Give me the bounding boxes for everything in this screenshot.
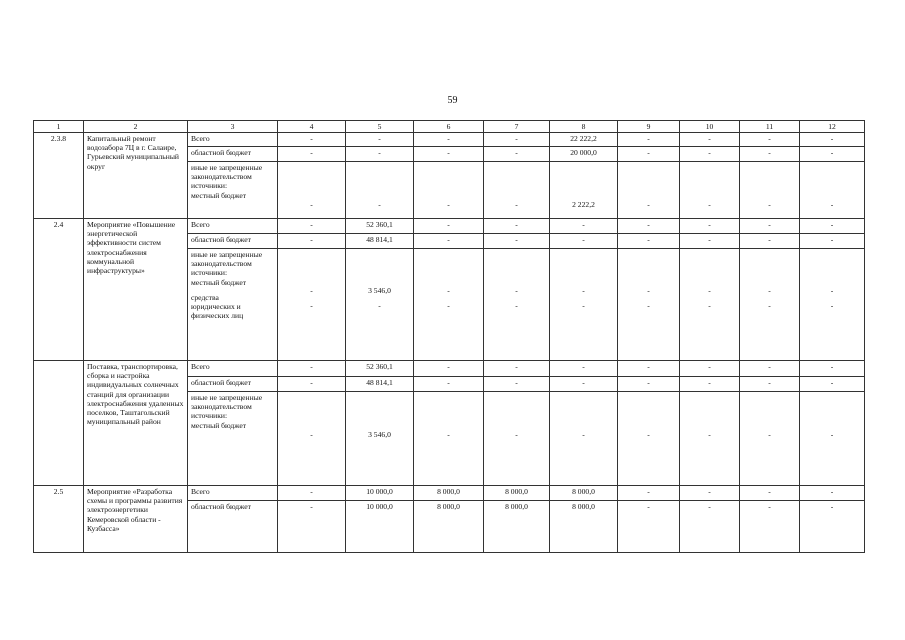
col-header: 8 [550, 121, 618, 133]
value-cell: - [740, 361, 800, 377]
value-cell [618, 392, 680, 486]
value-cell: - [484, 377, 550, 392]
table-row [34, 361, 865, 377]
value-cell: - [680, 361, 740, 377]
value-cell: - [680, 486, 740, 501]
value-cell: - [800, 219, 865, 234]
value-cell: 20 000,0 [550, 147, 618, 162]
value-local-budget: - [647, 286, 650, 295]
value-cell: - [618, 133, 680, 147]
value-legal-entities: - [515, 301, 518, 311]
funding-source [188, 162, 278, 219]
item-code: 2.3.8 [34, 133, 84, 219]
item-title: Поставка, транспортировка, сборка и настройка индивидуальных солнечных станций для организации электроснабжения удаленных поселков, Таштагольский муниципальный район [84, 361, 188, 486]
funding-source: областной бюджет [188, 501, 278, 553]
value-cell: - [680, 377, 740, 392]
item-code: 2.5 [34, 486, 84, 553]
funding-source-line: местный бюджет [191, 190, 247, 200]
header-row [34, 121, 865, 133]
value-local-budget: - [768, 430, 771, 439]
value-cell: - [740, 234, 800, 249]
value-local-budget: - [310, 286, 313, 295]
value-cell: 22 222,2 [550, 133, 618, 147]
value-cell: - [414, 234, 484, 249]
value-cell [800, 162, 865, 219]
value-cell: - [414, 219, 484, 234]
value-local-budget: - [708, 430, 711, 439]
value-cell: - [414, 147, 484, 162]
value-cell: - [618, 361, 680, 377]
value-local-budget: - [515, 200, 518, 209]
value-local-budget: - [647, 200, 650, 209]
value-local-budget: - [582, 286, 585, 295]
value-local-budget: - [708, 286, 711, 295]
value-cell: - [346, 147, 414, 162]
value-cell: - [740, 147, 800, 162]
value-cell: - [800, 147, 865, 162]
value-local-budget: - [830, 200, 834, 209]
value-cell: 8 000,0 [550, 501, 618, 553]
value-cell [740, 392, 800, 486]
value-local-budget: - [647, 430, 650, 439]
funding-source: областной бюджет [188, 234, 278, 249]
funding-source-line: иные не запрещенные законодательством источники: [191, 250, 263, 278]
value-cell: 48 814,1 [346, 377, 414, 392]
value-local-budget: 2 222,2 [572, 200, 595, 209]
item-title: Мероприятие «Повышение энергетической эффективности систем электроснабжения коммунальной инфраструктуры» [84, 219, 188, 361]
col-header: 2 [84, 121, 188, 133]
value-cell: 8 000,0 [484, 501, 550, 553]
value-local-budget: - [447, 430, 450, 439]
table-row [34, 219, 865, 234]
value-cell: 8 000,0 [484, 486, 550, 501]
col-header: 9 [618, 121, 680, 133]
value-cell: - [800, 133, 865, 147]
table-row [34, 133, 865, 147]
value-cell: - [800, 377, 865, 392]
value-cell: - [414, 361, 484, 377]
value-cell: - [278, 219, 346, 234]
item-title: Капитальный ремонт водозабора 7Ц в г. Салаире, Гурьевский муниципальный округ [84, 133, 188, 219]
funding-source: Всего [188, 361, 278, 377]
value-cell [484, 162, 550, 219]
value-cell: - [618, 147, 680, 162]
funding-source: Всего [188, 133, 278, 147]
value-local-budget: - [515, 286, 518, 295]
value-cell: - [550, 219, 618, 234]
value-cell: - [550, 377, 618, 392]
value-cell: - [618, 234, 680, 249]
value-cell: - [618, 219, 680, 234]
value-cell: - [550, 234, 618, 249]
value-cell: - [278, 361, 346, 377]
value-cell: - [278, 501, 346, 553]
value-cell: 52 360,1 [346, 361, 414, 377]
funding-source: областной бюджет [188, 147, 278, 162]
col-header: 3 [188, 121, 278, 133]
item-code: 2.4 [34, 219, 84, 361]
funding-source: Всего [188, 486, 278, 501]
value-cell: - [680, 501, 740, 553]
value-local-budget: - [768, 200, 771, 209]
funding-source-line: местный бюджет [191, 420, 247, 430]
col-header: 12 [800, 121, 865, 133]
value-cell [550, 249, 618, 361]
value-cell: - [680, 147, 740, 162]
funding-source: Всего [188, 219, 278, 234]
value-cell [484, 249, 550, 361]
value-cell: - [740, 377, 800, 392]
value-cell: 8 000,0 [414, 501, 484, 553]
value-cell [680, 249, 740, 361]
value-cell: 8 000,0 [550, 486, 618, 501]
value-cell: - [740, 219, 800, 234]
table-row [34, 486, 865, 501]
value-legal-entities: - [447, 301, 450, 311]
value-cell: - [484, 147, 550, 162]
value-cell: 48 814,1 [346, 234, 414, 249]
value-cell: - [484, 133, 550, 147]
value-cell [414, 162, 484, 219]
funding-source-line: иные не запрещенные законодательством источники: [191, 163, 263, 191]
col-header: 4 [278, 121, 346, 133]
funding-source [188, 249, 278, 361]
value-cell [346, 249, 414, 361]
funding-source [188, 392, 278, 486]
value-cell: - [680, 234, 740, 249]
col-header: 5 [346, 121, 414, 133]
value-cell [680, 392, 740, 486]
value-cell: - [800, 234, 865, 249]
value-cell [740, 162, 800, 219]
value-cell [414, 249, 484, 361]
value-cell: - [680, 133, 740, 147]
value-cell: - [414, 377, 484, 392]
item-title: Мероприятие «Разработка схемы и программы развития электроэнергетики Кемеровской области - Кузбасса» [84, 486, 188, 553]
value-cell [618, 249, 680, 361]
value-local-budget: - [768, 286, 771, 295]
value-cell: - [278, 147, 346, 162]
value-local-budget: 3 546,0 [368, 430, 391, 439]
budget-table [33, 120, 865, 553]
value-local-budget: - [515, 430, 518, 439]
value-legal-entities: - [708, 301, 711, 311]
value-cell [278, 249, 346, 361]
value-cell: - [800, 361, 865, 377]
value-cell [740, 249, 800, 361]
value-cell [414, 392, 484, 486]
value-cell [278, 392, 346, 486]
value-local-budget: - [310, 200, 313, 209]
value-cell [618, 162, 680, 219]
value-cell: 8 000,0 [414, 486, 484, 501]
value-cell: - [618, 501, 680, 553]
value-cell [346, 392, 414, 486]
value-cell [800, 392, 865, 486]
value-local-budget: - [447, 200, 450, 209]
value-cell: 10 000,0 [346, 486, 414, 501]
value-cell [346, 162, 414, 219]
funding-source-line: средства юридических и физических лиц [191, 292, 244, 321]
value-local-budget: - [378, 200, 381, 209]
value-cell: - [740, 501, 800, 553]
value-cell: - [740, 486, 800, 501]
value-cell: - [618, 377, 680, 392]
value-legal-entities: - [582, 301, 585, 311]
value-cell: - [618, 486, 680, 501]
col-header: 11 [740, 121, 800, 133]
value-cell: - [414, 133, 484, 147]
value-local-budget: - [310, 430, 313, 439]
value-cell: 52 360,1 [346, 219, 414, 234]
value-local-budget: - [830, 430, 834, 439]
value-cell: - [278, 234, 346, 249]
value-cell: - [550, 361, 618, 377]
value-cell [550, 392, 618, 486]
value-cell [800, 249, 865, 361]
value-cell: - [740, 133, 800, 147]
page-number: 59 [447, 95, 458, 106]
value-cell [484, 392, 550, 486]
value-cell: - [278, 133, 346, 147]
col-header: 1 [34, 121, 84, 133]
funding-source: областной бюджет [188, 377, 278, 392]
col-header: 7 [484, 121, 550, 133]
col-header: 10 [680, 121, 740, 133]
value-local-budget: - [708, 200, 711, 209]
value-legal-entities: - [647, 301, 650, 311]
value-cell: - [680, 219, 740, 234]
value-cell [278, 162, 346, 219]
value-cell [550, 162, 618, 219]
value-cell: - [800, 486, 865, 501]
value-cell: - [346, 133, 414, 147]
funding-source-line: иные не запрещенные законодательством источники: [191, 393, 263, 421]
value-cell: 10 000,0 [346, 501, 414, 553]
value-local-budget: 3 546,0 [368, 286, 391, 295]
value-legal-entities: - [830, 301, 834, 311]
value-legal-entities: - [310, 301, 313, 311]
value-cell: - [278, 486, 346, 501]
value-cell: - [484, 361, 550, 377]
value-cell: - [800, 501, 865, 553]
value-cell [680, 162, 740, 219]
value-local-budget: - [582, 430, 585, 439]
funding-source-line: местный бюджет [191, 277, 247, 287]
value-cell: - [278, 377, 346, 392]
col-header: 6 [414, 121, 484, 133]
value-cell: - [484, 234, 550, 249]
value-cell: - [484, 219, 550, 234]
value-local-budget: - [830, 286, 834, 295]
value-local-budget: - [447, 286, 450, 295]
value-legal-entities: - [378, 301, 381, 311]
value-legal-entities: - [768, 301, 771, 311]
item-code [34, 361, 84, 486]
